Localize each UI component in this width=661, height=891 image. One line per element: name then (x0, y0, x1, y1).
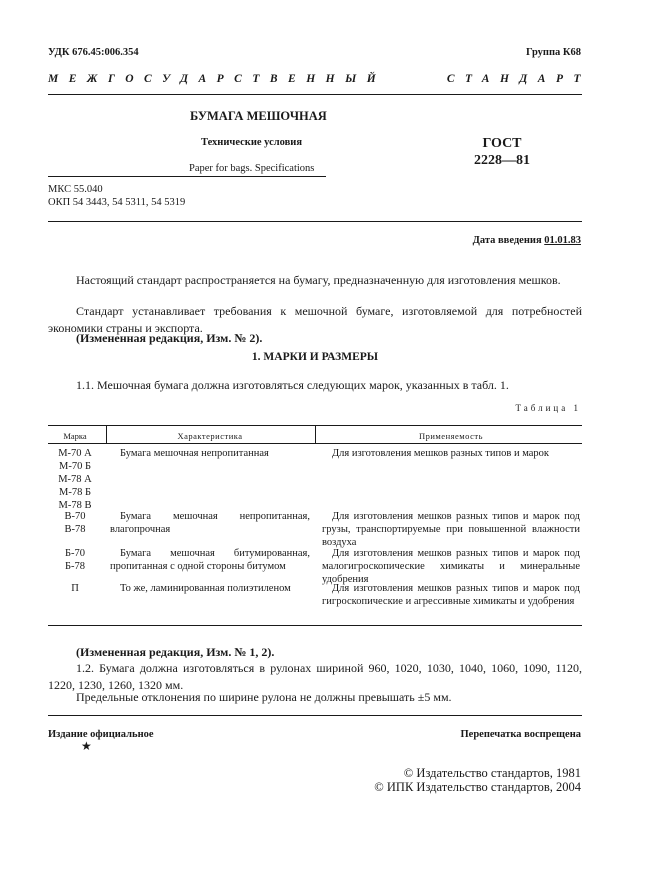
mark-m78a: М-78 А (58, 474, 92, 485)
interstate-label-left: МЕЖГОСУДАРСТВЕННЫЙ (48, 73, 387, 85)
table-row-4-marks (48, 582, 102, 595)
table-row-1-application: Для изготовления мешков разных типов и марок (332, 448, 550, 459)
copyright-1981: © Издательство стандартов, 1981 (403, 766, 581, 780)
mark-b70: Б-70 (64, 548, 86, 559)
table-row-1-characteristic: Бумага мешочная непропитанная (120, 448, 269, 459)
table-row-2-marks (48, 510, 102, 536)
mark-m78v: М-78 В (58, 500, 92, 511)
mark-v70: В-70 (64, 511, 86, 522)
document-english-title: Paper for bags. Specifications (189, 163, 315, 174)
group-code: Группа К68 (525, 47, 581, 58)
header-rule (48, 94, 582, 95)
mark-p: П (71, 583, 79, 594)
paragraph-1-1: 1.1. Мешочная бумага должна изготовляться следующих марок, указанных в табл. 1. (76, 378, 509, 392)
star-icon: ★ (81, 739, 92, 753)
copyright-2004: © ИПК Издательство стандартов, 2004 (374, 780, 581, 794)
table-header-characteristic: Характеристика (177, 431, 243, 441)
paragraph-1-2: 1.2. Бумага должна изготовляться в рулонах шириной 960, 1020, 1030, 1040, 1060, 1090, 1120, 1220, 1230, 1260, 1320 мм. (48, 661, 582, 692)
table-header-mark: Марка (63, 431, 87, 441)
table-row-1-marks (48, 447, 102, 512)
title-rule (48, 176, 326, 177)
table-bottom-rule (48, 625, 582, 626)
table-row-2-application: Для изготовления мешков разных типов и марок под грузы, транспортируемые при повышенной влажности воздуха (322, 511, 580, 548)
interstate-label-right: СТАНДАРТ (446, 73, 591, 85)
table-row-3-marks (48, 547, 102, 573)
official-edition: Издание официальное (48, 729, 154, 740)
paragraph-requirements: Стандарт устанавливает требования к мешочной бумаге, изготовляемой для потребностей экономики страны и экспорта. (48, 304, 582, 335)
mark-m70a: М-70 А (58, 448, 92, 459)
paragraph-amendment-1-2: (Измененная редакция, Изм. № 1, 2). (76, 645, 275, 659)
mark-m78b: М-78 Б (59, 487, 91, 498)
udk-code: УДК 676.45:006.354 (48, 47, 139, 58)
table-row-2-characteristic: Бумага мешочная непропитанная, влагопрочная (110, 511, 310, 535)
table-row-3-characteristic: Бумага мешочная битумированная, пропитанная с одной стороны битумом (110, 548, 310, 572)
codes-rule (48, 221, 582, 222)
mark-m70b: М-70 Б (59, 461, 91, 472)
paragraph-tolerance: Предельные отклонения по ширине рулона не должны превышать ±5 мм. (76, 690, 452, 704)
document-subtitle: Технические условия (201, 137, 303, 148)
paragraph-amendment-2: (Измененная редакция, Изм. № 2). (76, 331, 263, 345)
table-row-4-characteristic: То же, ламинированная полиэтиленом (120, 583, 291, 594)
okp-code: ОКП 54 3443, 54 5311, 54 5319 (48, 197, 186, 208)
table-caption: Таблица 1 (515, 403, 581, 413)
table-header-divider-2 (315, 425, 316, 443)
table-header-divider-1 (106, 425, 107, 443)
mark-v78: В-78 (64, 524, 86, 535)
reprint-prohibited: Перепечатка воспрещена (460, 729, 581, 740)
table-header-rule (48, 443, 582, 444)
footer-rule (48, 715, 582, 716)
gost-label: ГОСТ (482, 136, 522, 151)
table-row-3-application: Для изготовления мешков разных типов и марок под малогигроскопические химикаты и минеральные удобрения (322, 548, 580, 585)
intro-date-value: 01.01.83 (544, 235, 581, 246)
document-title: БУМАГА МЕШОЧНАЯ (190, 109, 327, 123)
intro-date-label: Дата введения (472, 235, 542, 246)
mks-code: МКС 55.040 (48, 184, 103, 195)
mark-b78: Б-78 (64, 561, 86, 572)
table-row-4-application: Для изготовления мешков разных типов и марок под гигроскопические и агрессивные химикаты и удобрения (322, 583, 580, 607)
paragraph-scope: Настоящий стандарт распространяется на бумагу, предназначенную для изготовления мешков. (76, 273, 561, 287)
intro-date (473, 235, 581, 246)
table-header-application: Применяемость (418, 431, 484, 441)
gost-number: 2228—81 (474, 153, 530, 168)
section-heading-marks: 1. МАРКИ И РАЗМЕРЫ (251, 351, 379, 363)
